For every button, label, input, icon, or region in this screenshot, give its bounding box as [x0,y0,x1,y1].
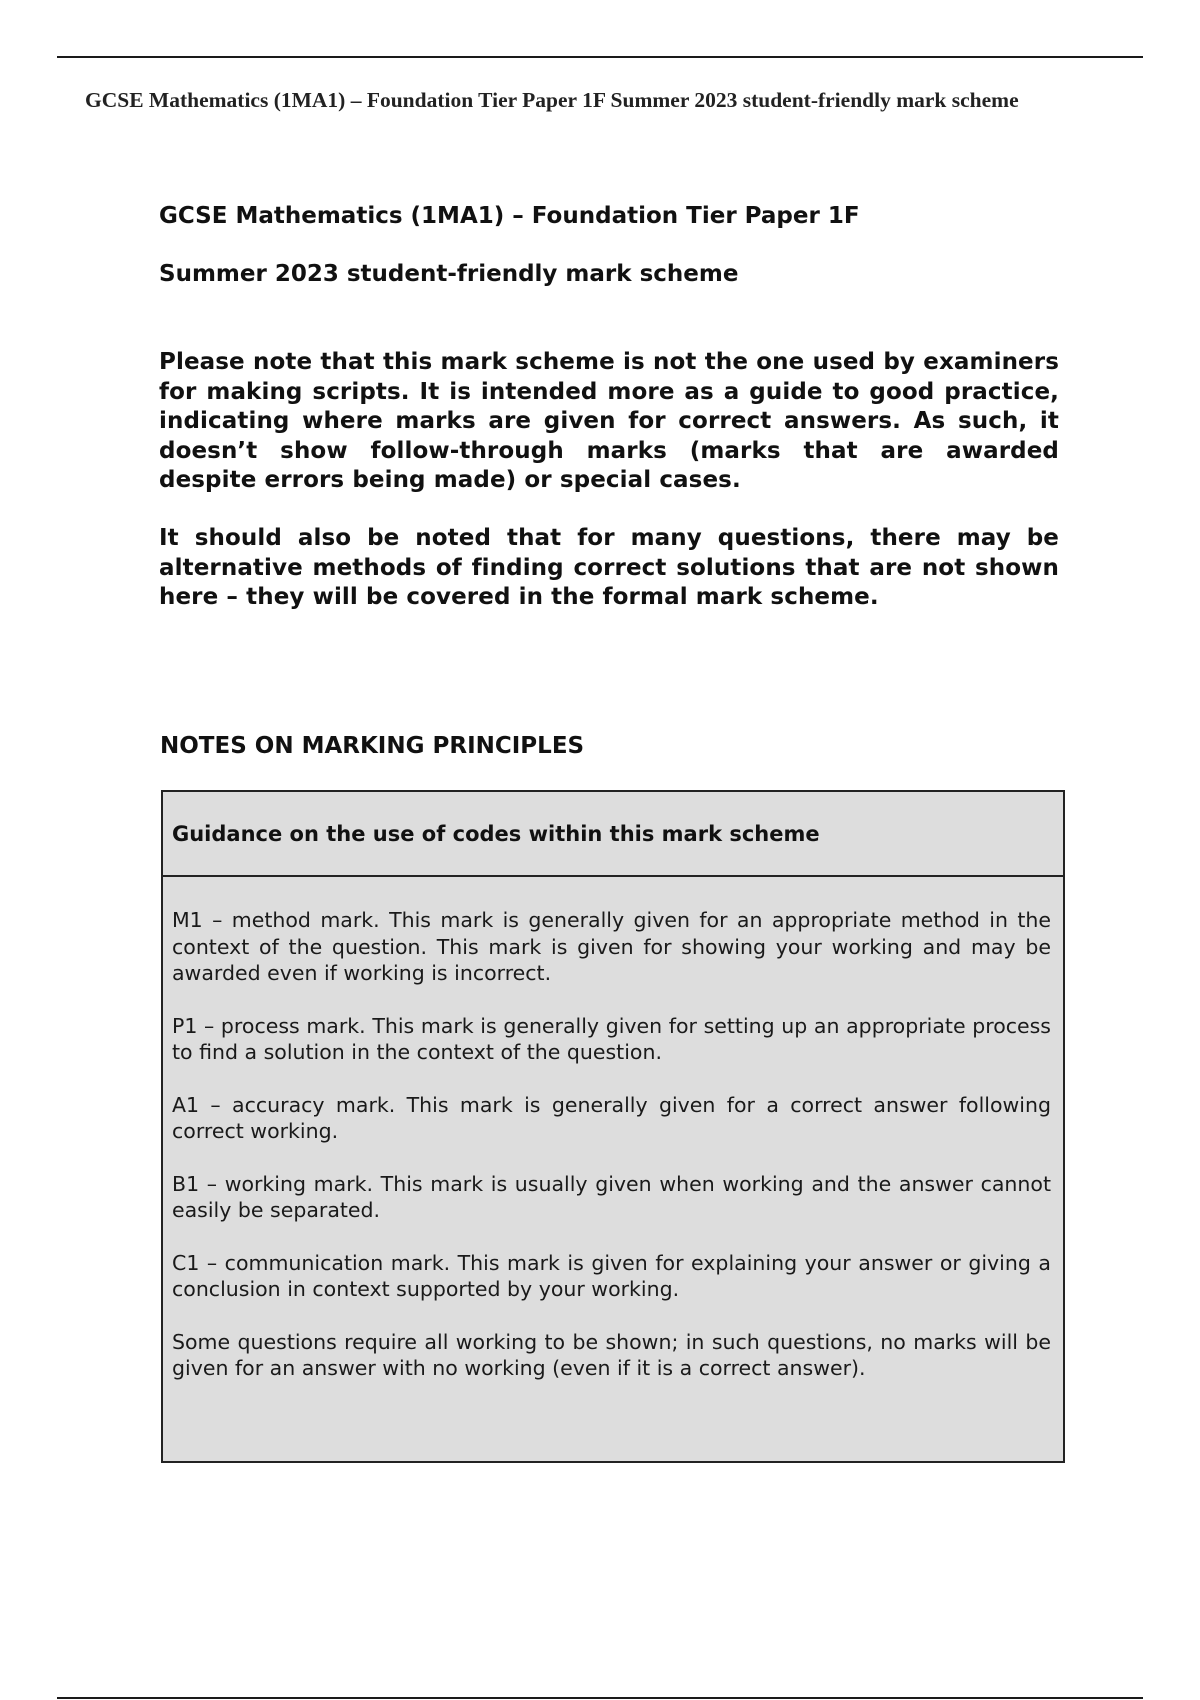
guidance-table-body [163,877,1063,1382]
working-requirement-note: Some questions require all working to be shown; in such questions, no marks will be given for an answer with no working (even if it is a correct answer). [172,1329,1051,1380]
guidance-table-header [163,792,1063,877]
section-heading: NOTES ON MARKING PRINCIPLES [160,733,585,759]
guidance-table [161,790,1065,1463]
notice-paragraph: Please note that this mark scheme is not the one used by examiners for making scripts. It is intended more as a guide to good practice, indicating where marks are given for correct answers. As such, it doesn’t show follow-through marks (marks that are awarded despite errors being made) or special cases. [159,349,1059,493]
notice-paragraph: It should also be noted that for many questions, there may be alternative methods of finding correct solutions that are not shown here – they will be covered in the formal mark scheme. [159,525,1059,610]
code-entry-a1: A1 – accuracy mark. This mark is generally given for a correct answer following correct working. [172,1092,1051,1143]
bottom-rule [57,1697,1143,1699]
document-title: GCSE Mathematics (1MA1) – Foundation Tier Paper 1F [159,203,860,229]
code-entry-p1: P1 – process mark. This mark is generally given for setting up an appropriate process to find a solution in the context of the question. [172,1013,1051,1064]
code-entry-m1: M1 – method mark. This mark is generally given for an appropriate method in the context of the question. This mark is given for showing your working and may be awarded even if working is incorrect. [172,908,1051,985]
code-entry-c1: C1 – communication mark. This mark is given for explaining your answer or giving a conclusion in context supported by your working. [172,1250,1051,1301]
top-rule [57,56,1143,58]
document-subtitle: Summer 2023 student-friendly mark scheme [159,261,739,287]
guidance-title: Guidance on the use of codes within this mark scheme [172,821,820,846]
code-entry-b1: B1 – working mark. This mark is usually given when working and the answer cannot easily be separated. [172,1171,1051,1222]
running-header: GCSE Mathematics (1MA1) – Foundation Tier Paper 1F Summer 2023 student-friendly mark scheme [85,88,1019,112]
